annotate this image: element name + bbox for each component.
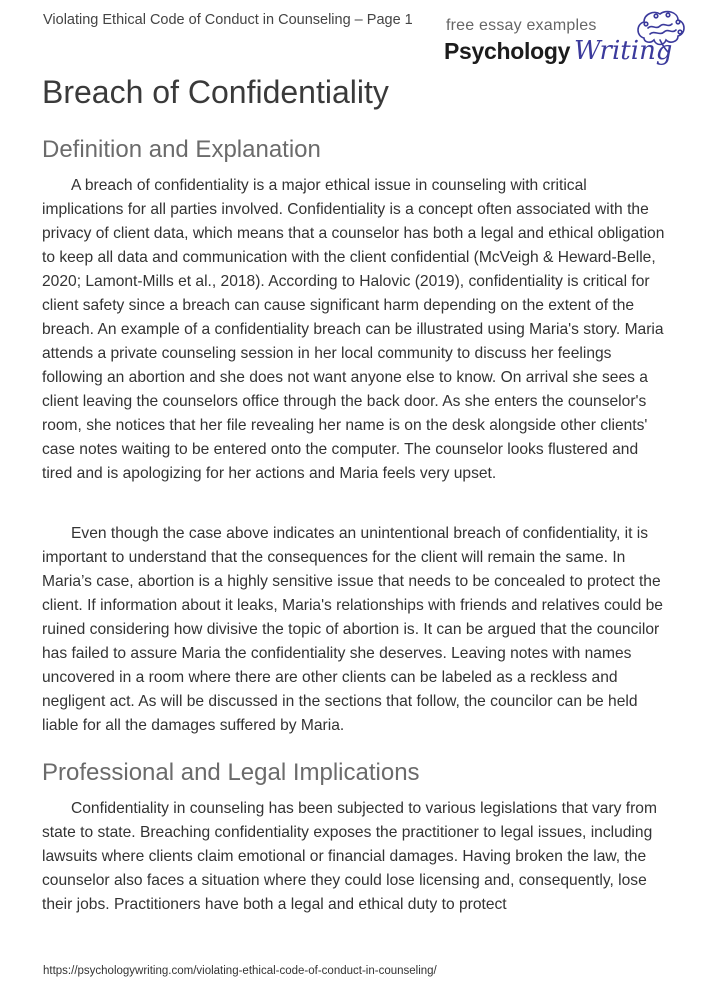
- paragraph-definition-1: A breach of confidentiality is a major ethical issue in counseling with critical implications for all parties involved. Confidentiality is a concept often associated with the privacy of client data, which means that a counselor has both a legal and ethical obligation to keep all data and communication with the client confidential (McVeigh & Heward-Belle, 2020; Lamont-Mills et al., 2018). According to Halovic (2019), confidentiality is critical for client safety since a breach can cause significant harm depending on the extent of the breach. An example of a confidentiality breach can be illustrated using Maria's story. Maria attends a private counseling session in her local community to discuss her feelings following an abortion and she does not want anyone else to know. On arrival she sees a client leaving the counselors office through the back door. As she enters the counselor's room, she notices that her file revealing her name is on the desk alongside other clients' case notes waiting to be entered onto the computer. The counselor looks flustered and tired and is apologizing for her actions and Maria feels very upset.: [42, 177, 665, 482]
- page-header-title: Violating Ethical Code of Conduct in Counseling – Page 1: [43, 12, 413, 28]
- footer-source-url[interactable]: https://psychologywriting.com/violating-ethical-code-of-conduct-in-counseling/: [43, 965, 437, 977]
- logo-brand-bold: Psychology: [444, 38, 571, 64]
- section-heading-implications: Professional and Legal Implications: [42, 759, 420, 786]
- section-heading-definition: Definition and Explanation: [42, 136, 321, 163]
- brain-icon: [634, 8, 686, 54]
- paragraph-implications-1: Confidentiality in counseling has been subjected to various legislations that vary from state to state. Breaching confidentiality exposes the practitioner to legal issues, including lawsuits where clients claim emotional or financial damages. Having broken the law, the counselor also faces a situation where they could lose licensing and, consequently, lose their jobs. Practitioners have both a legal and ethical duty to protect: [42, 800, 657, 913]
- site-logo[interactable]: [444, 12, 694, 70]
- logo-tagline: free essay examples: [446, 17, 597, 34]
- paragraph-definition-2: Even though the case above indicates an unintentional breach of confidentiality, it is important to understand that the consequences for the client will remain the same. In Maria’s case, abortion is a highly sensitive issue that needs to be concealed to protect the client. If information about it leaks, Maria's relationships with friends and relatives could be ruined considering how divisive the topic of abortion is. It can be argued that the councilor has failed to assure Maria the confidentiality she deserves. Leaving notes with names uncovered in a room where there are other clients can be labeled as a reckless and negligent act. As will be discussed in the sections that follow, the councilor can be held liable for all the damages suffered by Maria.: [42, 525, 663, 734]
- logo-brand-script: Writing: [574, 36, 673, 66]
- document-title: Breach of Confidentiality: [42, 74, 389, 110]
